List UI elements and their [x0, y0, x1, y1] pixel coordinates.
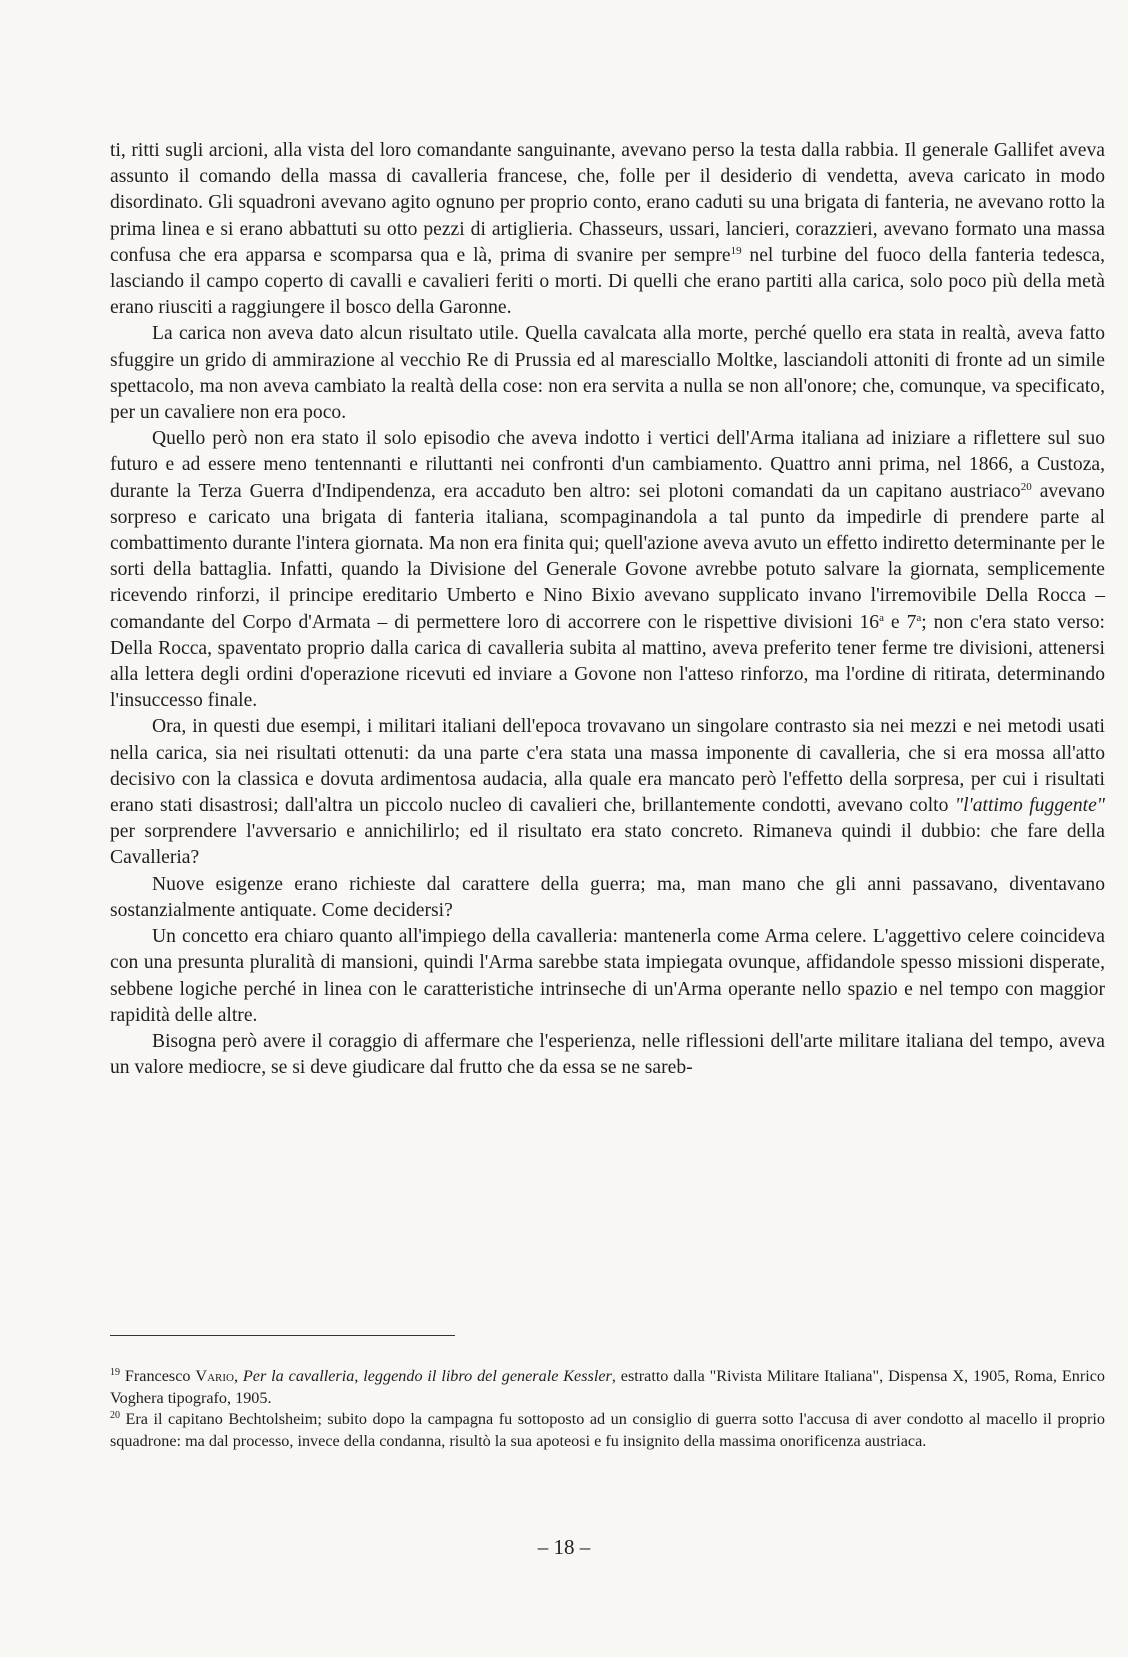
- paragraph-2: La carica non aveva dato alcun risultato utile. Quella cavalcata alla morte, perché quello era stata in realtà, aveva fatto sfuggire un grido di ammirazione al vecchio Re di Prussia ed al maresciallo Moltke, lasciandoli attoniti di fronte ad un simile spettacolo, ma non aveva cambiato la realtà della cose: non era servita a nulla se non all'onore; che, comunque, va specificato, per un cavaliere non era poco.: [110, 323, 1105, 424]
- paragraph-3: Quello però non era stato il solo episodio che aveva indotto i vertici dell'Arma italiana ad iniziare a riflettere sul suo futuro e ad essere meno tentennanti e riluttanti nei confronti d'un cambiamento. Quattro anni prima, nel 1866, a Custoza, durante la Terza Guerra d'Indipendenza, era accaduto ben altro: sei plotoni comandati da un capitano austriaco$^{20}$ avevano sorpreso e caricato una brigata di fanteria italiana, scompaginandola a tal punto da impedirle di prendere parte al combattimento durante l'intera giornata. Ma non era finita qui; quell'azione aveva avuto un effetto indiretto determinante per le sorti della battaglia. Infatti, quando la Divisione del Generale Govone avrebbe potuto salvare la giornata, semplicemente ricevendo rinforzi, il principe ereditario Umberto e Nino Bixio avevano supplicato invano l'irremovibile Della Rocca – comandante del Corpo d'Armata – di permettere loro di accorrere con le rispettive divisioni 16$^a$ e 7$^a$; non c'era stato verso: Della Rocca, spaventato proprio dalla carica di cavalleria subita al mattino, aveva preferito tener ferme tre divisioni, attenersi alla lettera degli ordini d'operazione ricevuti ed inviare a Govone non l'atteso rinforzo, ma l'ordine di ritirata, determinando l'insuccesso finale.: [110, 428, 1105, 712]
- italic-quote: "l'attimo fuggente": [954, 795, 1105, 817]
- paragraph-6: Un concetto era chiaro quanto all'impiego della cavalleria: mantenerla come Arma celere. L'aggettivo celere coincideva con una presunta pluralità di mansioni, quindi l'Arma sarebbe stata impiegata ovunque, affidandole spesso missioni disperate, sebbene logiche perché in linea con le caratteristiche intrinseche di un'Arma operante nello spazio e nel tempo con maggior rapidità delle altre.: [110, 926, 1105, 1026]
- footnotes: [110, 1366, 1105, 1452]
- ordinal-sup: a: [879, 611, 884, 624]
- paragraph-7: Bisogna però avere il coraggio di affermare che l'esperienza, nelle riflessioni dell'arte militare italiana del tempo, aveva un valore mediocre, se si deve giudicare dal frutto che da essa se ne sareb-: [110, 1030, 1105, 1079]
- ordinal-sup: a: [916, 611, 922, 624]
- footnote-19: $^{19}$ Francesco Vario, Per la cavalleria, leggendo il libro del generale Kessler, estratto dalla "Rivista Militare Italiana", Dispensa X, 1905, Roma, Enrico Voghera tipografo, 1905.: [110, 1367, 1106, 1407]
- paragraph-4: Ora, in questi due esempi, i militari italiani dell'epoca trovavano un singolare contrasto sia nei mezzi e nei metodi usati nella carica, sia nei risultati ottenuti: da una parte c'era stata una massa imponente di cavalleria, che si era mossa all'atto decisivo con la classica e dovuta ardimentosa audacia, alla quale era mancato però l'effetto della sorpresa, per cui i risultati erano stati disastrosi; dall'altra un piccolo nucleo di cavalieri che, brillantemente condotti, avevano colto "l'attimo fuggente" per sorprendere l'avversario e annichilirlo; ed il risultato era stato concreto. Rimaneva quindi il dubbio: che fare della Cavalleria?: [110, 716, 1105, 869]
- footnote-ref-19[interactable]: 19: [730, 244, 742, 257]
- paragraph-5: Nuove esigenze erano richieste dal carattere della guerra; ma, man mano che gli anni passavano, diventavano sostanzialmente antiquate. Come decidersi?: [110, 873, 1105, 921]
- main-text: [110, 138, 1105, 1081]
- paragraph-1: ti, ritti sugli arcioni, alla vista del loro comandante sanguinante, avevano perso la testa dalla rabbia. Il generale Gallifet aveva assunto il comando della massa di cavalleria francese, che, folle per il desiderio di vendetta, aveva caricato in modo disordinato. Gli squadroni avevano agito ognuno per proprio conto, erano caduti su una brigata di fanteria, ne avevano rotto la prima linea e si erano abbattuti su otto pezzi di artiglieria. Chasseurs, ussari, lancieri, corazzieri, avevano formato una massa confusa che era apparsa e scomparsa qua e là, prima di svanire per sempre$^{19}$ nel turbine del fuoco della fanteria tedesca, lasciando il campo coperto di cavalli e cavalieri feriti o morti. Di quelli che erano partiti alla carica, solo poco più della metà erano riusciti a raggiungere il bosco della Garonne.: [110, 140, 1105, 319]
- footnote-20: $^{20}$ Era il capitano Bechtolsheim; subito dopo la campagna fu sottoposto ad un consiglio di guerra sotto l'accusa di aver condotto al macello il proprio squadrone: ma dal processo, invece della condanna, risultò la sua apoteosi e fu insignito della massima onorificenza austriaca.: [110, 1410, 1106, 1450]
- footnote-ref-20[interactable]: 20: [1020, 480, 1032, 493]
- page-number: – 18 –: [537, 1535, 591, 1559]
- footnote-divider: [110, 1335, 455, 1336]
